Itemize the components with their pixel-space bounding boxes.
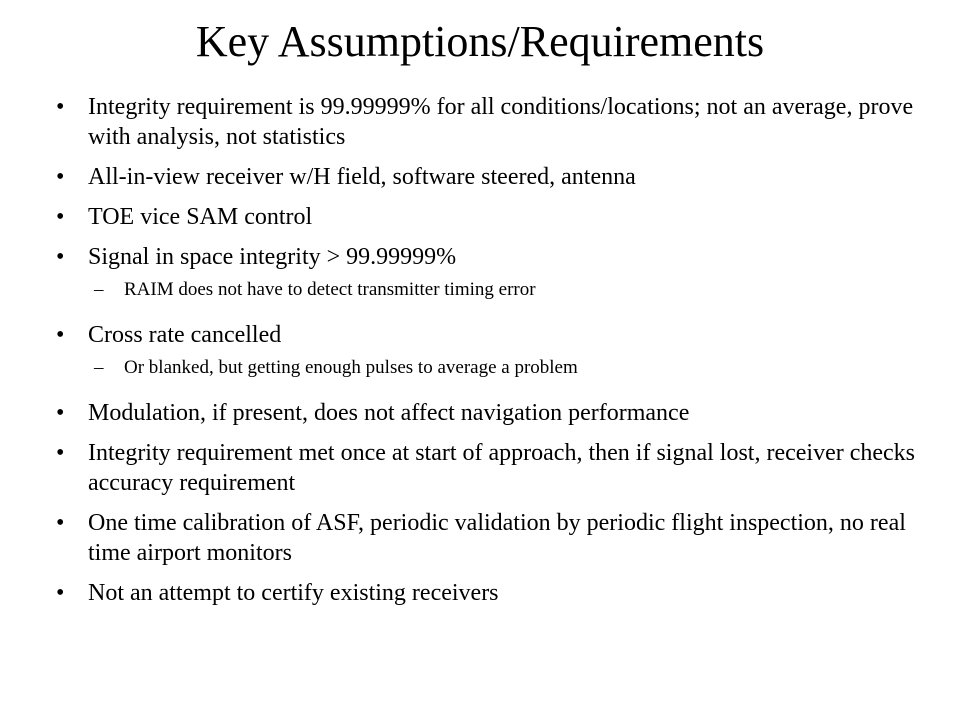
bullet-item (56, 508, 936, 568)
bullet-item (56, 162, 936, 192)
bullet-icon: • (56, 322, 65, 348)
bullet-icon: • (56, 440, 65, 466)
sub-bullet-text: Or blanked, but getting enough pulses to average a problem (124, 357, 578, 378)
bullet-text: All-in-view receiver w/H field, software steered, antenna (88, 164, 636, 190)
sub-bullet-item (56, 278, 936, 302)
bullet-icon: • (56, 244, 65, 270)
bullet-icon: • (56, 400, 65, 426)
bullet-text: Not an attempt to certify existing receivers (88, 580, 499, 606)
bullet-text: Integrity requirement met once at start of approach, then if signal lost, receiver checks accuracy requirement (88, 440, 916, 496)
bullet-item (56, 398, 936, 428)
bullet-icon: • (56, 164, 65, 190)
bullet-text: Signal in space integrity > 99.99999% (88, 244, 457, 270)
bullet-icon: • (56, 94, 65, 120)
bullet-item (56, 202, 936, 232)
bullet-item (56, 320, 936, 350)
bullet-item (56, 578, 936, 608)
sub-bullet-text: RAIM does not have to detect transmitter timing error (124, 279, 536, 300)
slide-title: Key Assumptions/Requirements (195, 17, 765, 66)
bullet-icon: • (56, 580, 65, 606)
bullet-icon: • (56, 204, 65, 230)
sub-bullet-item (56, 356, 936, 380)
bullet-text: Cross rate cancelled (88, 322, 282, 348)
bullet-item (56, 438, 936, 498)
bullet-icon: • (56, 510, 65, 536)
bullet-text: Integrity requirement is 99.99999% for all conditions/locations; not an average, prove with analysis, not statistics (88, 94, 914, 150)
bullet-item (56, 242, 936, 272)
bullet-item (56, 92, 936, 152)
bullet-list (56, 92, 936, 618)
bullet-text: Modulation, if present, does not affect navigation performance (88, 400, 690, 426)
dash-icon: – (94, 357, 104, 378)
bullet-text: One time calibration of ASF, periodic validation by periodic flight inspection, no real time airport monitors (88, 510, 906, 566)
dash-icon: – (94, 279, 104, 300)
bullet-text: TOE vice SAM control (88, 204, 313, 230)
